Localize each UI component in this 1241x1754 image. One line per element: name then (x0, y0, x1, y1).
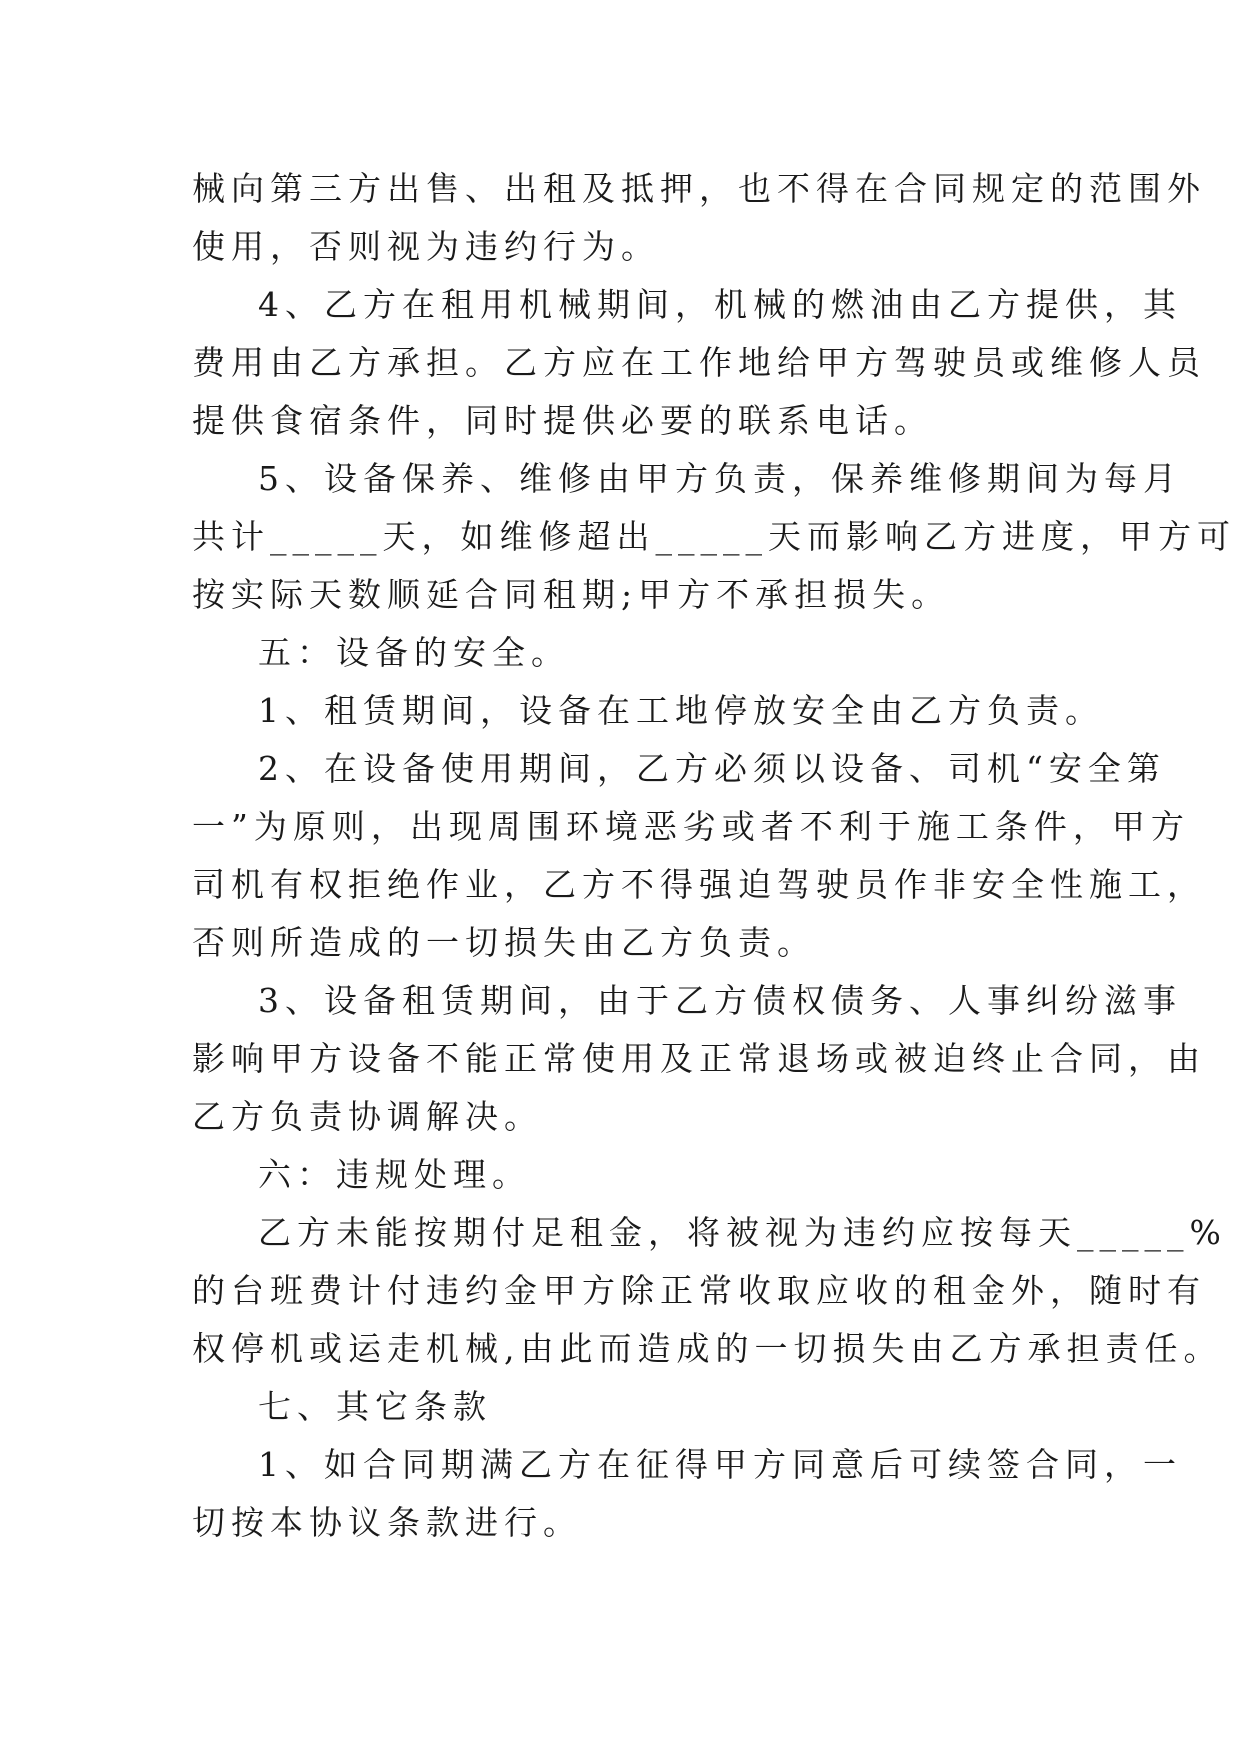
text-line: 权停机或运走机械,由此而造成的一切损失由乙方承担责任。 (192, 1329, 1223, 1368)
text-line: 5、设备保养、维修由甲方负责，保养维修期间为每月 (258, 459, 1182, 498)
section-heading: 七、其它条款 (258, 1387, 492, 1426)
text-line: 2、在设备使用期间，乙方必须以设备、司机“安全第 (258, 749, 1166, 788)
text-line: 费用由乙方承担。乙方应在工作地给甲方驾驶员或维修人员 (192, 343, 1206, 382)
text-line: 司机有权拒绝作业，乙方不得强迫驾驶员作非安全性施工， (192, 865, 1206, 904)
text-line: 一”为原则，出现周围环境恶劣或者不利于施工条件，甲方 (192, 807, 1190, 846)
text-line: 3、设备租赁期间，由于乙方债权债务、人事纠纷滋事 (258, 981, 1182, 1020)
text-line: 影响甲方设备不能正常使用及正常退场或被迫终止合同，由 (192, 1039, 1206, 1078)
text-line: 1、租赁期间，设备在工地停放安全由乙方负责。 (258, 691, 1104, 730)
section-heading: 六：违规处理。 (258, 1155, 531, 1194)
text-line: 乙方负责协调解决。 (192, 1097, 543, 1136)
text-line: 4、乙方在租用机械期间，机械的燃油由乙方提供，其 (258, 285, 1182, 324)
text-line: 按实际天数顺延合同租期;甲方不承担损失。 (192, 575, 951, 614)
section-heading: 五：设备的安全。 (258, 633, 570, 672)
text-line: 提供食宿条件，同时提供必要的联系电话。 (192, 401, 933, 440)
text-line: 共计_____天，如维修超出_____天而影响乙方进度，甲方可 (192, 517, 1236, 556)
text-line: 使用，否则视为违约行为。 (192, 227, 660, 266)
text-line: 1、如合同期满乙方在征得甲方同意后可续签合同，一 (258, 1445, 1182, 1484)
text-line: 械向第三方出售、出租及抵押，也不得在合同规定的范围外 (192, 169, 1206, 208)
text-line: 乙方未能按期付足租金，将被视为违约应按每天_____% (258, 1213, 1227, 1252)
text-line: 的台班费计付违约金甲方除正常收取应收的租金外，随时有 (192, 1271, 1206, 1310)
text-line: 切按本协议条款进行。 (192, 1503, 582, 1542)
text-line: 否则所造成的一切损失由乙方负责。 (192, 923, 816, 962)
document-body (192, 160, 1236, 1552)
